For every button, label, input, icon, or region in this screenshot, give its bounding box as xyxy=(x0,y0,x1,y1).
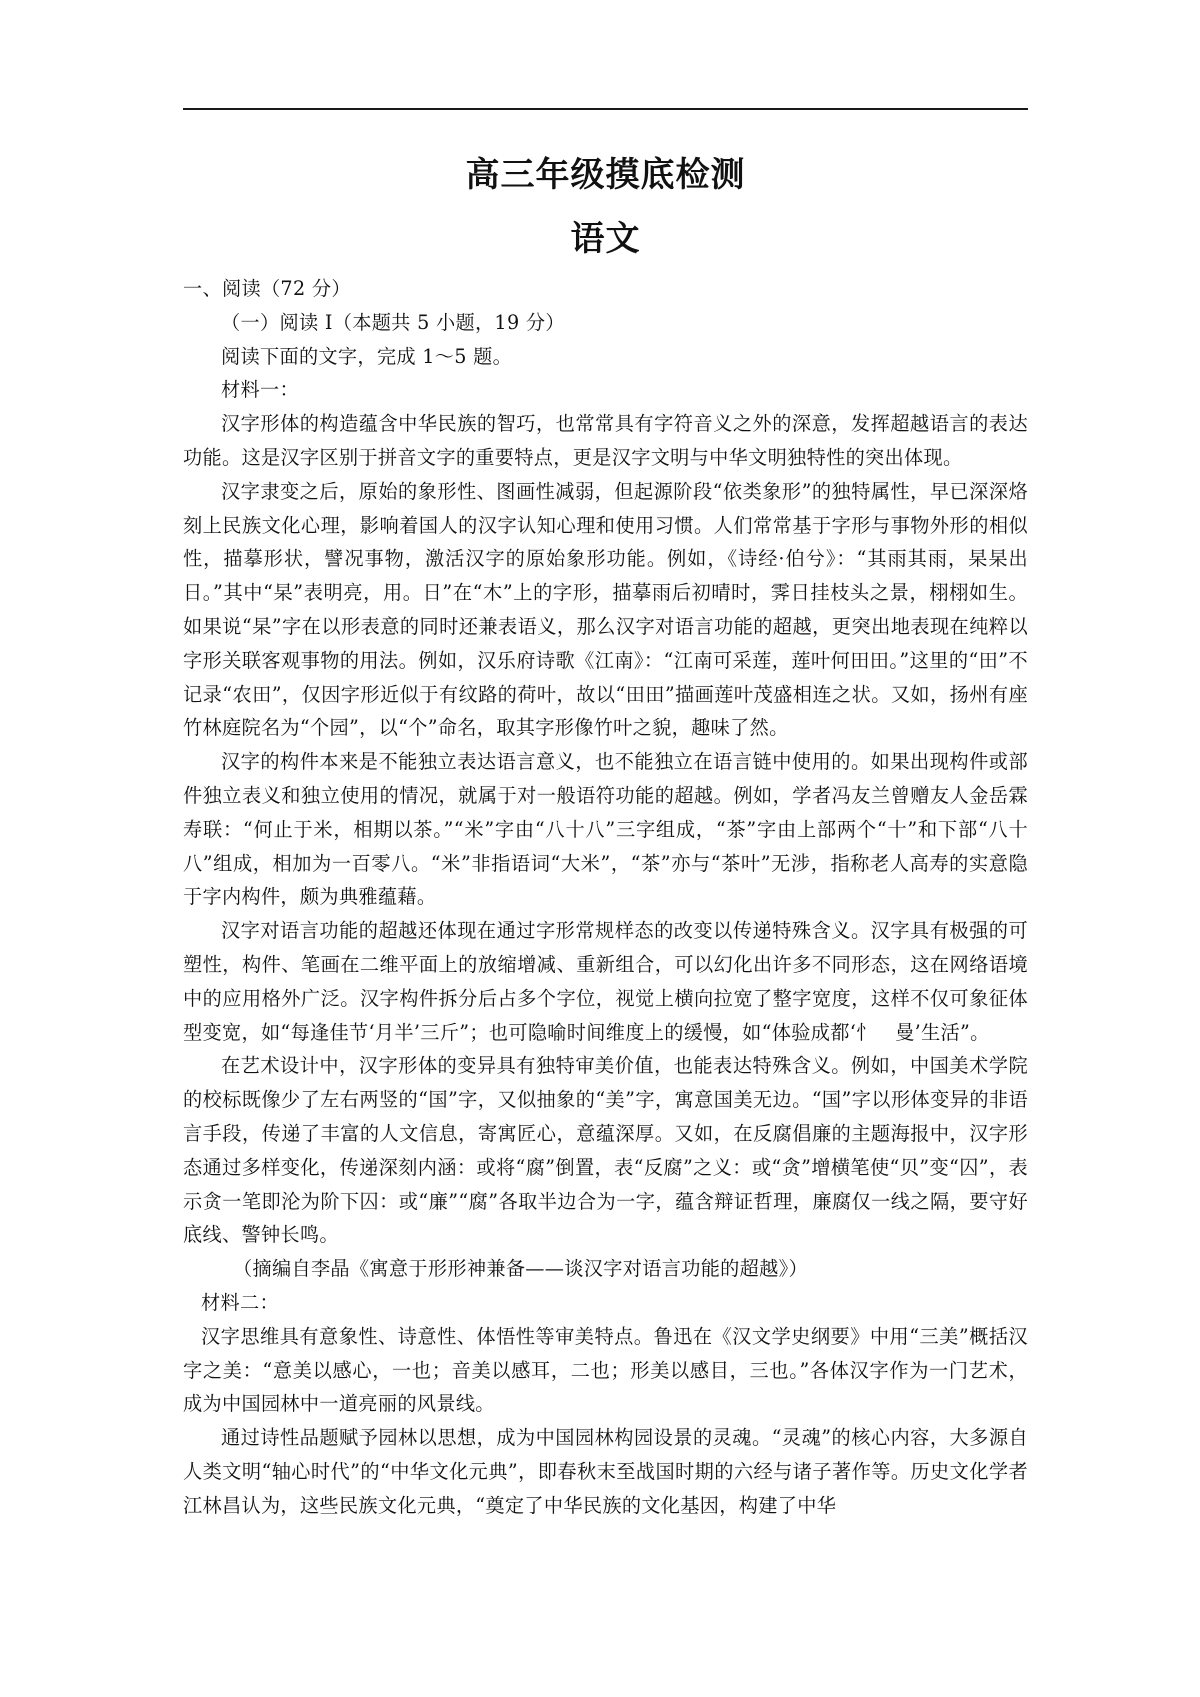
document-body xyxy=(183,272,1028,1522)
material-2-label: 材料二： xyxy=(201,1290,279,1314)
material-1-paragraph: 汉字的构件本来是不能独立表达语言意义，也不能独立在语言链中使用的。如果出现构件或部件独立表义和独立使用的情况，就属于对一般语符功能的超越。例如，学者冯友兰曾赠友人金岳霖寿联：“何止于米，相期以茶。”“米”字由“八十八”三字组成，“茶”字由上部两个“十”和下部“八十八”组成，相加为一百零八。“米”非指语词“大米”，“茶”亦与“茶叶”无涉，指称老人高寿的实意隐于字内构件，颇为典雅蕴藉。 xyxy=(183,750,1028,909)
part-heading: （一）阅读 I（本题共 5 小题，19 分） xyxy=(221,310,565,334)
material-2-paragraph: 通过诗性品题赋予园林以思想，成为中国园林构园设景的灵魂。“灵魂”的核心内容，大多源自人类文明“轴心时代”的“中华文化元典”，即春秋末至战国时期的六经与诸子著作等。历史文化学者江林昌认为，这些民族文化元典，“奠定了中华民族的文化基因，构建了中华 xyxy=(183,1426,1028,1517)
document-page xyxy=(183,0,1028,1697)
material-1-source: （摘编自李晶《寓意于形形神兼备——谈汉字对语言功能的超越》） xyxy=(233,1257,809,1281)
material-1-paragraph: 汉字隶变之后，原始的象形性、图画性减弱，但起源阶段“依类象形”的独特属性，早已深深烙刻上民族文化心理，影响着国人的汉字认知心理和使用习惯。人们常常基于字形与事物外形的相似性，描摹形状，譬况事物，激活汉字的原始象形功能。例如，《诗经·伯兮》：“其雨其雨，杲杲出日。”其中“杲”表明亮，用。日”在“木”上的字形，描摹雨后初晴时，霁日挂枝头之景，栩栩如生。如果说“杲”字在以形表意的同时还兼表语义，那么汉字对语言功能的超越，更突出地表现在纯粹以字形关联客观事物的用法。例如，汉乐府诗歌《江南》：“江南可采莲，莲叶何田田。”这里的“田”不记录“农田”，仅因字形近似于有纹路的荷叶，故以“田田”描画莲叶茂盛相连之状。又如，扬州有座竹林庭院名为“个园”，以“个”命名，取其字形像竹叶之貌，趣味了然。 xyxy=(183,479,1028,740)
material-1-paragraph: 汉字对语言功能的超越还体现在通过字形常规样态的改变以传递特殊含义。汉字具有极强的可塑性，构件、笔画在二维平面上的放缩增减、重新组合，可以幻化出许多不同形态，这在网络语境中的应用格外广泛。汉字构件拆分后占多个字位，视觉上横向拉宽了整字宽度，这样不仅可象征体型变宽，如“每逢佳节‘月半’三斤”；也可隐喻时间维度上的缓慢，如“体验成都‘忄 曼’生活”。 xyxy=(183,919,1028,1044)
header-rule xyxy=(183,108,1028,110)
section-heading: 一、阅读（72 分） xyxy=(183,277,351,300)
exam-title: 高三年级摸底检测 xyxy=(465,155,746,195)
subject-title: 语文 xyxy=(570,219,641,259)
instruction-text: 阅读下面的文字，完成 1～5 题。 xyxy=(221,344,513,368)
material-2-paragraph: 汉字思维具有意象性、诗意性、体悟性等审美特点。鲁迅在《汉文学史纲要》中用“三美”概括汉字之美：“意美以感心，一也；音美以感耳，二也；形美以感目，三也。”各体汉字作为一门艺术，成为中国园林中一道亮丽的风景线。 xyxy=(183,1324,1028,1416)
material-1-label: 材料一： xyxy=(221,378,299,402)
material-1-paragraph: 在艺术设计中，汉字形体的变异具有独特审美价值，也能表达特殊含义。例如，中国美术学院的校标既像少了左右两竖的“国”字，又似抽象的“美”字，寓意国美无边。“国”字以形体变异的非语言手段，传递了丰富的人文信息，寄寓匠心，意蕴深厚。又如，在反腐倡廉的主题海报中，汉字形态通过多样变化，传递深刻内涵：或将“腐”倒置，表“反腐”之义：或“贪”增横笔使“贝”变“囚”，表示贪一笔即沦为阶下囚：或“廉”“腐”各取半边合为一字，蕴含辩证哲理，廉腐仅一线之隔，要守好底线、警钟长鸣。 xyxy=(183,1054,1028,1247)
material-1-paragraph: 汉字形体的构造蕴含中华民族的智巧，也常常具有字符音义之外的深意，发挥超越语言的表达功能。这是汉字区别于拼音文字的重要特点，更是汉字文明与中华文明独特性的突出体现。 xyxy=(183,412,1028,469)
